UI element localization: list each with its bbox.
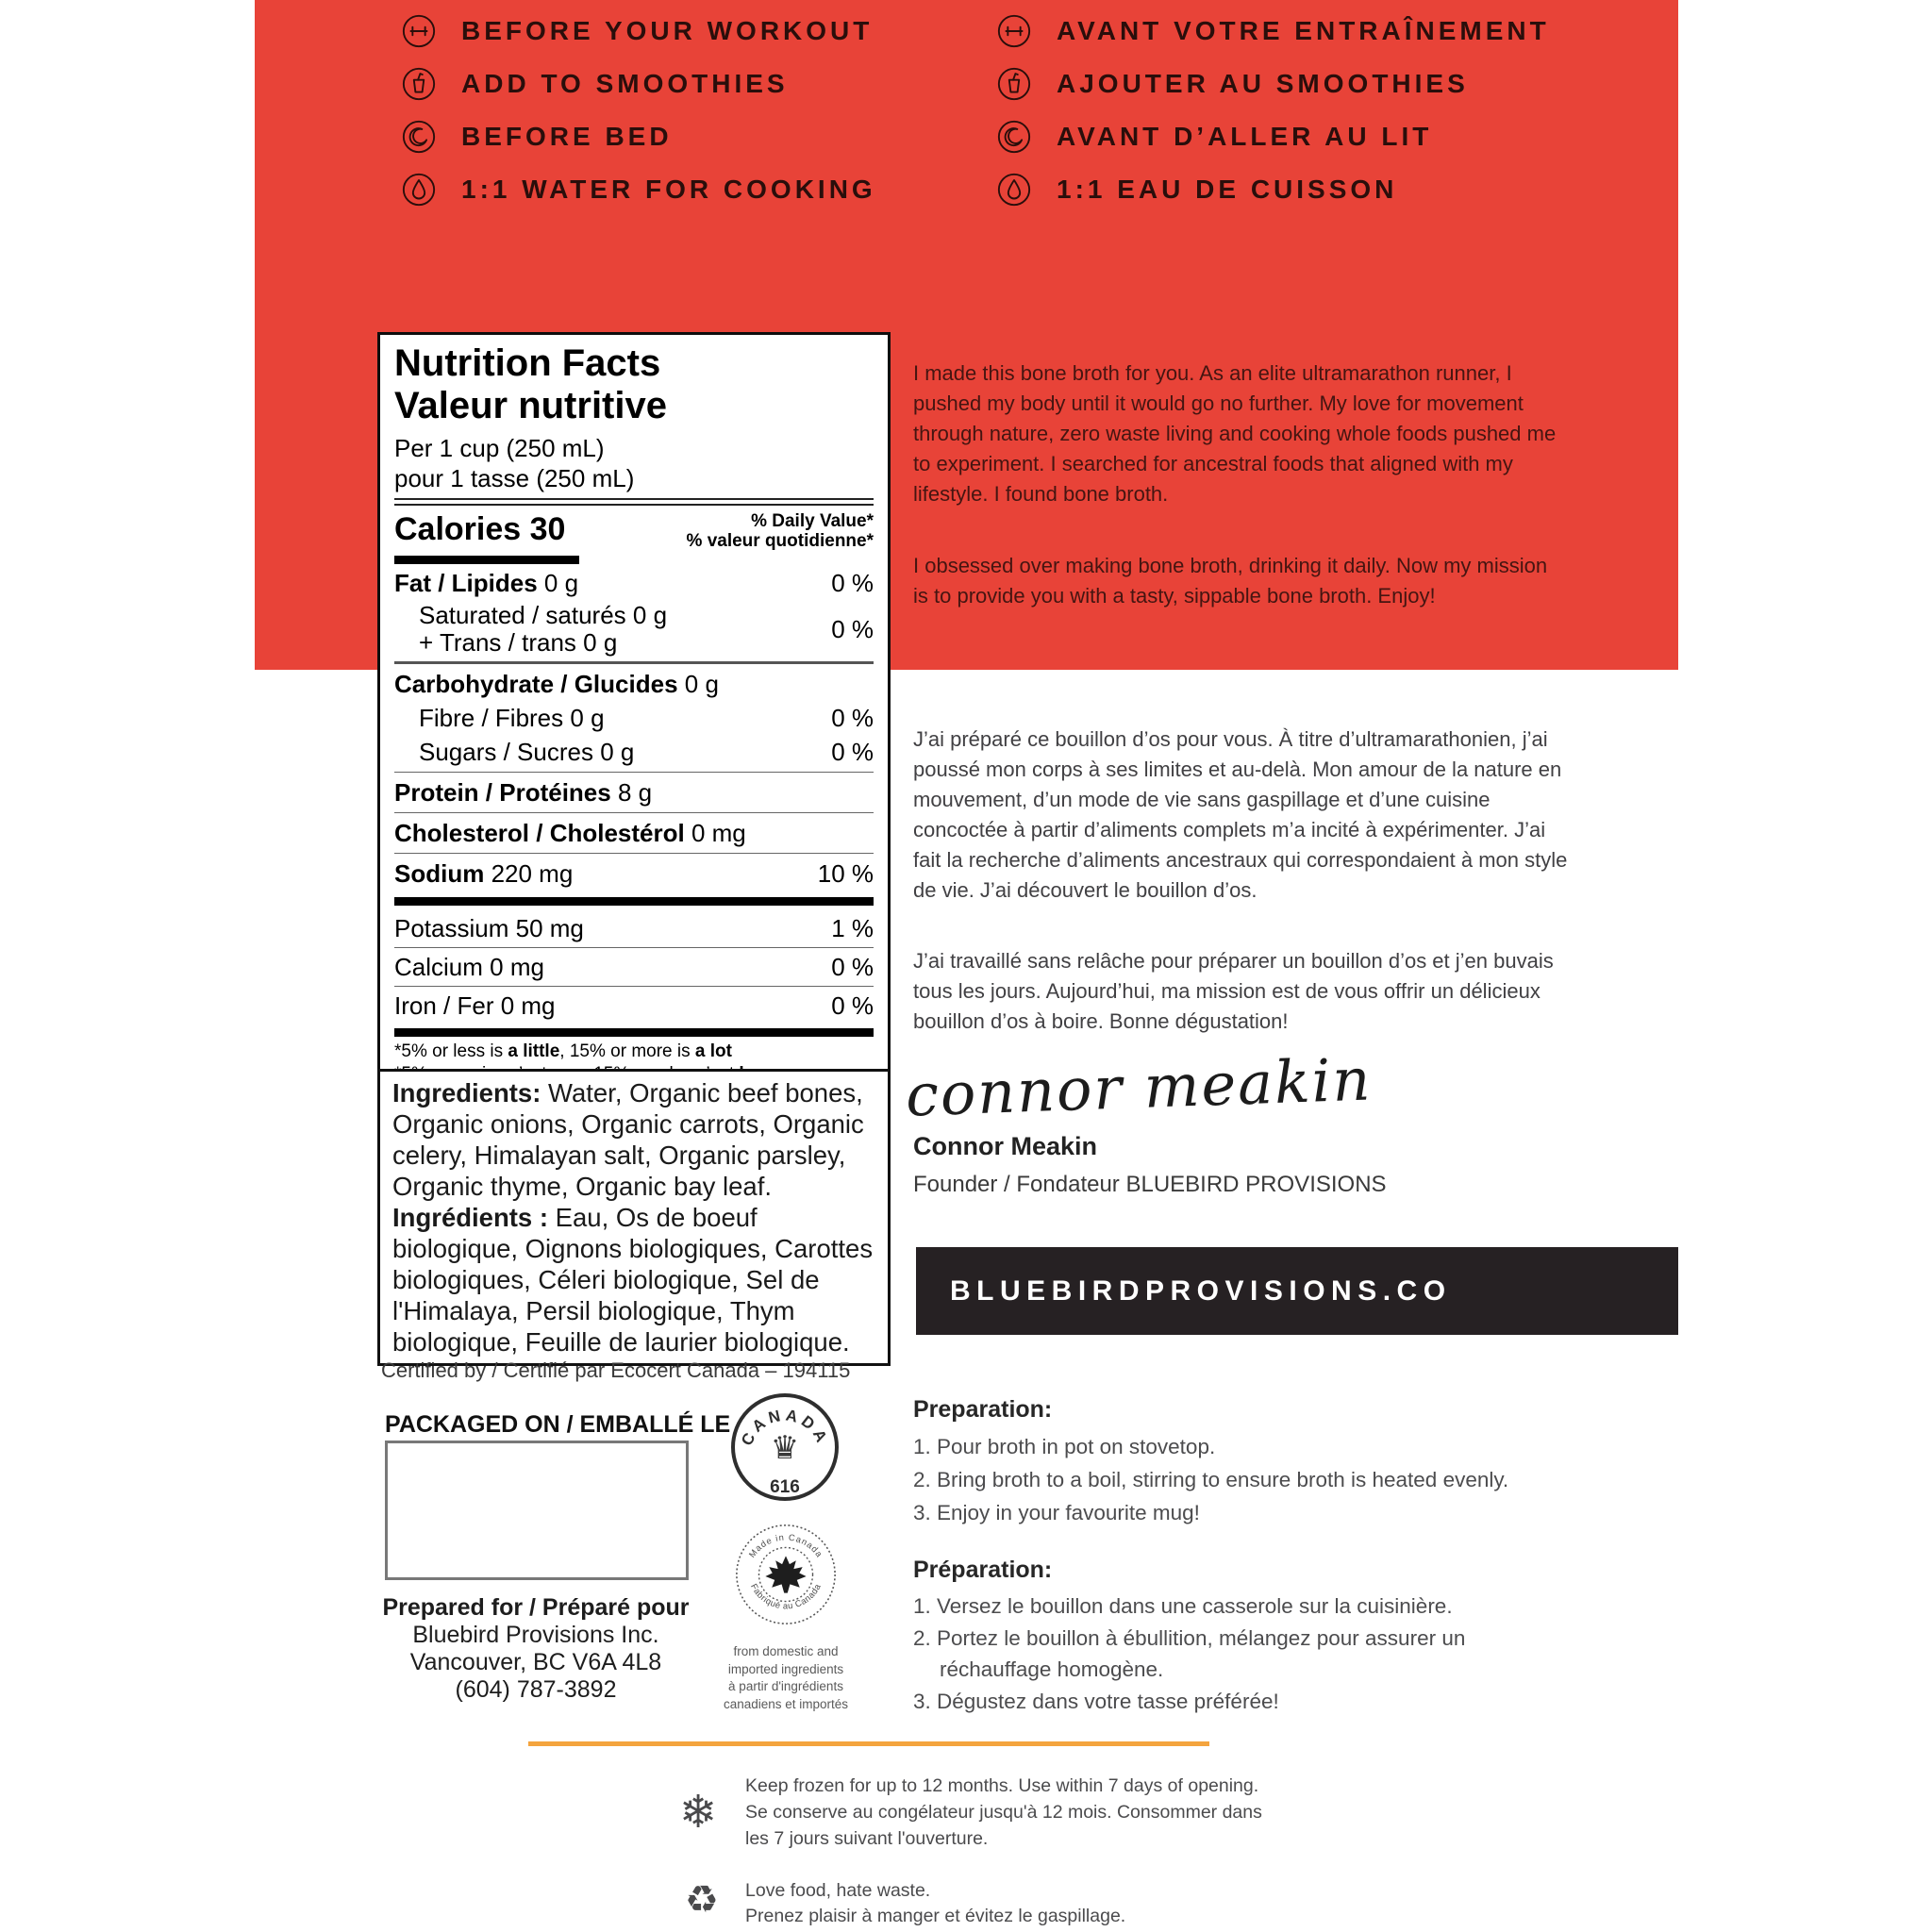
usage-label: BEFORE YOUR WORKOUT [461,16,874,45]
moon-icon [996,119,1032,155]
nft-dv-header: % Daily Value* % valeur quotidienne* [686,511,874,551]
nft-separator [394,661,874,664]
recycle-icon: ♻ [685,1878,719,1922]
ingredients-text-en: Water, Organic beef bones, Organic onions, Organic carrots, Organic celery, Himalayan salt, Organic parsley, Organic thyme, Organic bay leaf. [392,1078,864,1201]
usage-list-en [401,5,876,216]
nft-calories-bar [394,556,579,564]
usage-item [996,5,1550,58]
usage-item [401,5,876,58]
section-divider [528,1741,1209,1746]
nft-serving-fr: pour 1 tasse (250 mL) [394,464,635,492]
svg-text:Made in Canada: Made in Canada [747,1532,824,1560]
nft-thick-bar [394,897,874,906]
nft-serving-en: Per 1 cup (250 mL) [394,434,605,462]
usage-label: 1:1 WATER FOR COOKING [461,175,876,204]
nft-title-fr: Valeur nutritive [394,385,667,426]
company-phone: (604) 787-3892 [455,1676,617,1703]
usage-label: AVANT VOTRE ENTRAÎNEMENT [1057,16,1550,45]
prepared-for-label: Prepared for / Préparé pour [382,1594,690,1621]
founder-name: Connor Meakin [913,1132,1098,1160]
preparation-heading-en: Preparation: [913,1396,1053,1423]
nft-row-sodium: Sodium 220 mg 10 % [394,859,874,888]
usage-label: AVANT D’ALLER AU LIT [1057,122,1433,151]
nft-row-potassium: Potassium 50 mg 1 % [394,914,874,942]
founder-title: Founder / Fondateur BLUEBIRD PROVISIONS [913,1172,1387,1197]
usage-item [401,163,876,216]
nutrition-facts-panel [377,332,891,1098]
nft-rule [394,498,874,506]
nft-row-fibre: Fibre / Fibres 0 g 0 % [419,704,874,732]
founder-story-fr-p1: J’ai préparé ce bouillon d’os pour vous. À titre d’ultramarathonien, j’ai poussé mon corps à ses limites et au-delà. Mon amour de la nature en mouvement, d’un mode de vie sans gaspillage et d’une cuisine concoctée à partir d’aliments complets m’a incité à expérimenter. J’ai fait la recherche d’aliments ancestraux qui correspondaient à mon style de vie. J’ai découvert le bouillon d’os. [913,727,1568,902]
packaged-on-label: PACKAGED ON / EMBALLÉ LE [385,1411,731,1438]
preparation-list-fr: 1. Versez le bouillon dans une casserole sur la cuisinière. 2. Portez le bouillon à ébullition, mélangez pour assurer un réchauffage homogène. 3. Dégustez dans votre tasse préférée! [913,1594,1466,1713]
canada-inspection-stamp [728,1391,841,1504]
usage-item [401,110,876,163]
usage-label: ADD TO SMOOTHIES [461,69,789,98]
moon-icon [401,119,437,155]
website-banner [916,1247,1678,1335]
founder-story-en-p1: I made this bone broth for you. As an elite ultramarathon runner, I pushed my body until it would go no further. My love for movement through nature, zero waste living and cooking whole foods pushed me to experiment. I searched for ancestral foods that aligned with my lifestyle. I found bone broth. [913,361,1557,506]
maple-leaf-icon [765,1556,806,1592]
company-city: Vancouver, BC V6A 4L8 [409,1649,662,1675]
usage-item [996,110,1550,163]
ingredients-label-en: Ingredients: [392,1078,541,1108]
nft-calories-row [394,508,874,551]
nft-row-carbohydrate: Carbohydrate / Glucides 0 g [394,670,719,698]
usage-item [996,58,1550,110]
prepared-for-block [375,1594,696,1704]
smoothie-icon [996,66,1032,102]
water-drop-icon [996,172,1032,208]
made-in-canada-stamp [730,1519,841,1630]
nft-row-calcium: Calcium 0 mg 0 % [394,953,874,981]
crown-icon: ♛ [770,1429,800,1467]
founder-story-fr-p2: J’ai travaillé sans relâche pour préparer un bouillon d’os et j’en buvais tous les jours. Aujourd’hui, ma mission est de vous offrir un délicieux bouillon d’os à boire. Bonne dégustation! [913,949,1554,1033]
usage-label: BEFORE BED [461,122,673,151]
usage-item [996,163,1550,216]
water-drop-icon [401,172,437,208]
dumbbell-icon [996,13,1032,49]
nft-row-saturated: Saturated / saturés 0 g + Trans / trans 0 g 0 % [419,601,874,657]
usage-label: AJOUTER AU SMOOTHIES [1057,69,1469,98]
storage-note: Keep frozen for up to 12 months. Use within 7 days of opening. Se conserve au congélateur jusqu'à 12 mois. Consommer dans les 7 jours suivant l'ouverture. [745,1775,1262,1849]
nft-calories: Calories 30 [394,511,566,547]
website-url: BLUEBIRDPROVISIONS.CO [950,1274,1452,1307]
nft-thick-bar [394,1028,874,1037]
nft-row-protein: Protein / Protéines 8 g [394,778,653,807]
dumbbell-icon [401,13,437,49]
smoothie-icon [401,66,437,102]
packaged-on-date-box [385,1441,689,1580]
nft-row-cholesterol: Cholesterol / Cholestérol 0 mg [394,819,746,847]
svg-text:Fabriqué au Canada: Fabriqué au Canada [749,1582,823,1611]
nft-footnote-en: *5% or less is a little, 15% or more is a lot [394,1041,732,1061]
svg-text:616: 616 [770,1477,800,1497]
usage-list-fr [996,5,1550,216]
ingredients-label-fr: Ingrédients : [392,1203,549,1232]
nft-row-fat: Fat / Lipides 0 g 0 % [394,569,874,597]
waste-note: Love food, hate waste. Prenez plaisir à manger et évitez le gaspillage. [745,1880,1126,1926]
ingredients-text-fr: Eau, Os de boeuf biologique, Oignons biologiques, Carottes biologiques, Céleri biologique, Sel de l'Himalaya, Persil biologique, Thym biologique, Feuille de laurier biologique. [392,1203,874,1357]
nft-title-en: Nutrition Facts [394,342,661,384]
snowflake-icon: ❄ [679,1786,718,1839]
preparation-list-en: 1. Pour broth in pot on stovetop. 2. Bring broth to a boil, stirring to ensure broth is heated evenly. 3. Enjoy in your favourite mug! [913,1435,1509,1524]
company-name: Bluebird Provisions Inc. [412,1622,659,1648]
founder-signature: connor meakin [904,1044,1374,1130]
certified-line: Certified by / Certifié par Ecocert Canada – 194115 [381,1358,851,1382]
founder-story-en-p2: I obsessed over making bone broth, drinking it daily. Now my mission is to provide you with a tasty, sippable bone broth. Enjoy! [913,554,1548,608]
nft-row-iron: Iron / Fer 0 mg 0 % [394,991,874,1020]
nft-row-sugars: Sugars / Sucres 0 g 0 % [419,738,874,766]
usage-item [401,58,876,110]
preparation-heading-fr: Préparation: [913,1557,1053,1583]
svg-text:CANADA: CANADA [737,1406,833,1449]
usage-label: 1:1 EAU DE CUISSON [1057,175,1398,204]
made-in-canada-caption: from domestic and imported ingredients à partir d'ingrédients canadiens et importés [723,1644,849,1711]
ingredients-box [377,1069,891,1366]
